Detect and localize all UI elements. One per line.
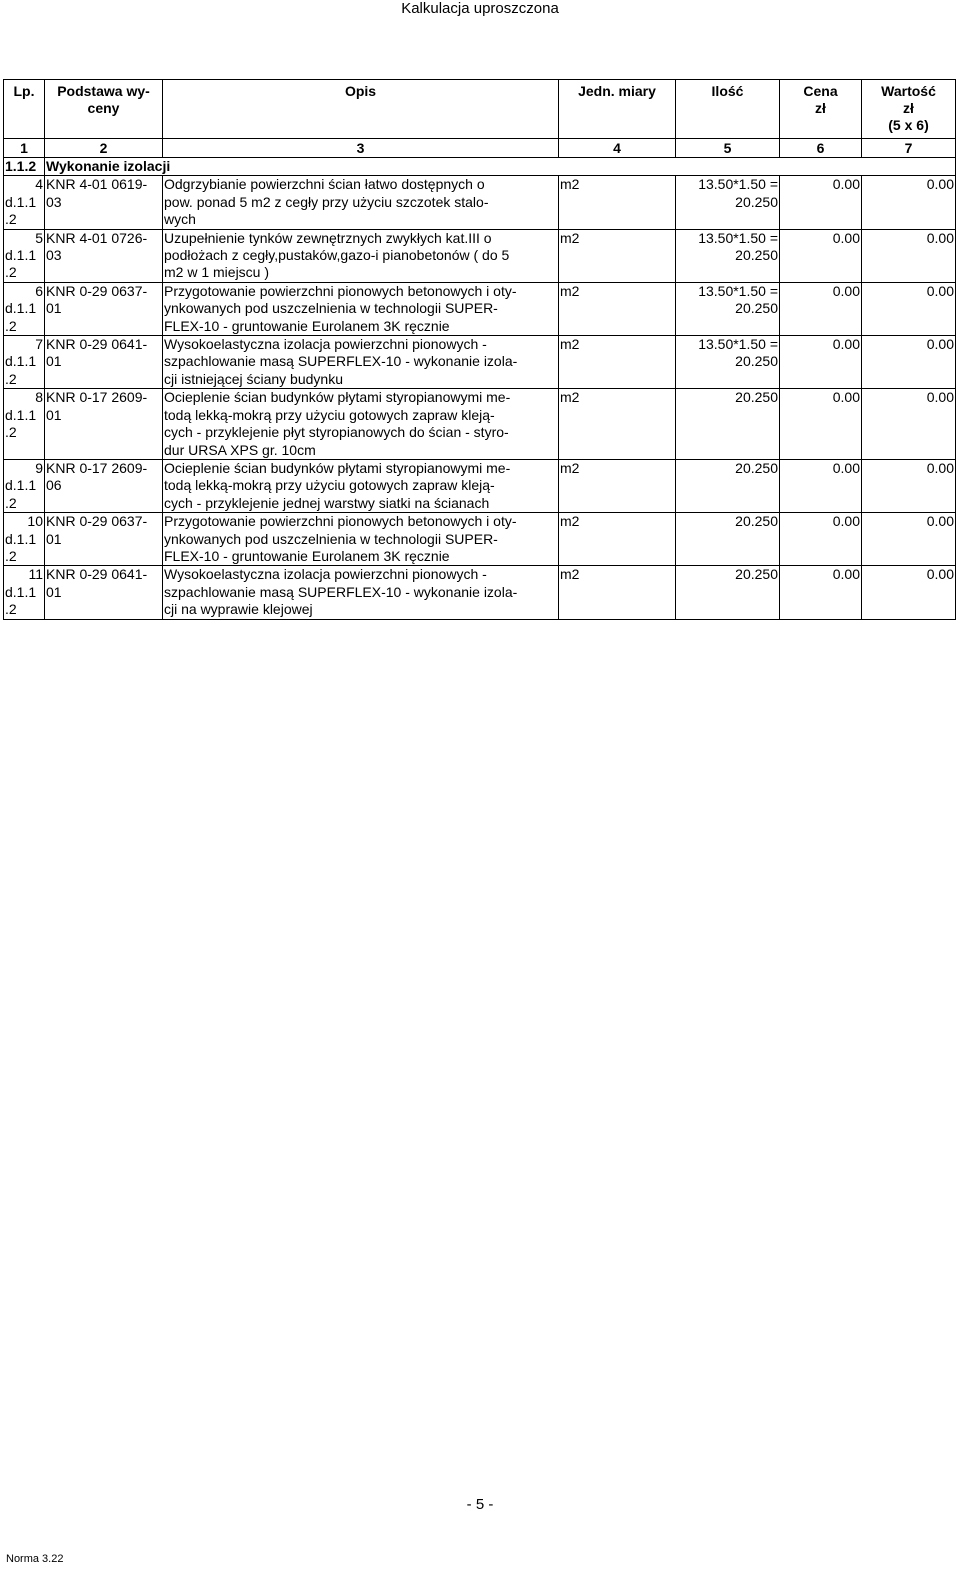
row-lp-cell (4, 513, 45, 566)
row-lp: 6 (35, 282, 43, 299)
row-lp: 9 (35, 459, 43, 476)
row-description: Przygotowanie powierzchni pionowych betonowych i oty- ynkowanych pod uszczelnienia w technologii SUPER- FLEX-10 - gruntowanie Eurolanem 3K ręcznie (163, 282, 559, 335)
row-description: Przygotowanie powierzchni pionowych betonowych i oty- ynkowanych pod uszczelnienia w technologii SUPER- FLEX-10 - gruntowanie Eurolanem 3K ręcznie (163, 513, 559, 566)
row-lp-cell (4, 566, 45, 619)
row-description: Uzupełnienie tynków zewnętrznych zwykłych kat.III o podłożach z cegły,pustaków,gazo-i pianobetonów ( do 5 m2 w 1 miejscu ) (163, 229, 559, 282)
row-quantity: 13.50*1.50 = 20.250 (676, 336, 780, 389)
header-lp: Lp. (4, 80, 45, 139)
row-quantity: 20.250 (676, 459, 780, 512)
page-header (0, 0, 960, 18)
row-value: 0.00 (862, 176, 956, 229)
column-number: 5 (676, 139, 780, 158)
row-quantity: 13.50*1.50 = 20.250 (676, 229, 780, 282)
document-title: Kalkulacja uproszczona (401, 0, 559, 17)
header-value: Wartość zł (5 x 6) (862, 80, 956, 139)
row-value: 0.00 (862, 282, 956, 335)
column-number: 3 (163, 139, 559, 158)
row-unit: m2 (559, 176, 676, 229)
row-price: 0.00 (780, 389, 862, 460)
row-price: 0.00 (780, 566, 862, 619)
row-unit: m2 (559, 229, 676, 282)
header-quantity: Ilość (676, 80, 780, 139)
column-number: 6 (780, 139, 862, 158)
row-lp-cell (4, 389, 45, 460)
row-description: Ocieplenie ścian budynków płytami styropianowymi me- todą lekką-mokrą przy użyciu gotowych zapraw kleją- cych - przyklejenie płyt styropianowych do ścian - styro- dur URSA XPS gr. 10cm (163, 389, 559, 460)
row-base: KNR 0-17 2609- 06 (45, 459, 163, 512)
row-lp-suffix: d.1.1 .2 (5, 300, 37, 334)
section-number: 1.1.2 (4, 158, 45, 176)
row-lp: 8 (35, 389, 43, 406)
row-quantity: 20.250 (676, 566, 780, 619)
row-base: KNR 0-17 2609- 01 (45, 389, 163, 460)
row-quantity: 20.250 (676, 513, 780, 566)
row-price: 0.00 (780, 176, 862, 229)
row-quantity: 20.250 (676, 389, 780, 460)
row-value: 0.00 (862, 336, 956, 389)
row-unit: m2 (559, 459, 676, 512)
row-lp: 11 (28, 566, 43, 583)
row-description: Ocieplenie ścian budynków płytami styropianowymi me- todą lekką-mokrą przy użyciu gotowych zapraw kleją- cych - przyklejenie jednej warstwy siatki na ścianach (163, 459, 559, 512)
table-row (4, 229, 956, 282)
row-lp-cell (4, 229, 45, 282)
row-unit: m2 (559, 282, 676, 335)
row-lp-suffix: d.1.1 .2 (5, 247, 37, 281)
row-unit: m2 (559, 513, 676, 566)
row-lp: 10 (27, 513, 43, 530)
row-price: 0.00 (780, 513, 862, 566)
row-lp-suffix: d.1.1 .2 (5, 583, 37, 618)
row-value: 0.00 (862, 513, 956, 566)
row-price: 0.00 (780, 459, 862, 512)
row-lp: 4 (35, 176, 43, 193)
column-number: 7 (862, 139, 956, 158)
row-lp: 7 (35, 336, 43, 353)
row-quantity: 13.50*1.50 = 20.250 (676, 176, 780, 229)
row-lp-suffix: d.1.1 .2 (5, 530, 37, 564)
table-row (4, 176, 956, 229)
row-lp-suffix: d.1.1 .2 (5, 193, 37, 228)
table-row (4, 282, 956, 335)
row-unit: m2 (559, 336, 676, 389)
column-number: 4 (559, 139, 676, 158)
table-row (4, 336, 956, 389)
row-unit: m2 (559, 389, 676, 460)
row-lp-cell (4, 336, 45, 389)
header-description: Opis (163, 80, 559, 139)
cost-estimate-table (3, 79, 956, 620)
row-lp-suffix: d.1.1 .2 (5, 477, 37, 511)
row-unit: m2 (559, 566, 676, 619)
row-price: 0.00 (780, 282, 862, 335)
row-value: 0.00 (862, 566, 956, 619)
row-value: 0.00 (862, 389, 956, 460)
table-header-row (4, 80, 956, 139)
row-base: KNR 4-01 0619- 03 (45, 176, 163, 229)
table-row (4, 459, 956, 512)
row-price: 0.00 (780, 336, 862, 389)
row-description: Wysokoelastyczna izolacja powierzchni pionowych - szpachlowanie masą SUPERFLEX-10 - wykonanie izola- cji istniejącej ściany budynku (163, 336, 559, 389)
row-lp: 5 (35, 229, 43, 246)
column-number: 1 (4, 139, 45, 158)
row-base: KNR 4-01 0726- 03 (45, 229, 163, 282)
row-base: KNR 0-29 0641- 01 (45, 336, 163, 389)
row-base: KNR 0-29 0637- 01 (45, 513, 163, 566)
table-column-numbers-row (4, 139, 956, 158)
header-base: Podstawa wy- ceny (45, 80, 163, 139)
row-lp-suffix: d.1.1 .2 (5, 406, 37, 441)
table-row (4, 389, 956, 460)
footer-note: Norma 3.22 (6, 1553, 64, 1565)
row-lp-cell (4, 459, 45, 512)
row-base: KNR 0-29 0637- 01 (45, 282, 163, 335)
row-description: Odgrzybianie powierzchni ścian łatwo dostępnych o pow. ponad 5 m2 z cegły przy użyciu szczotek stalo- wych (163, 176, 559, 229)
section-row (4, 158, 956, 176)
row-lp-cell (4, 282, 45, 335)
row-description: Wysokoelastyczna izolacja powierzchni pionowych - szpachlowanie masą SUPERFLEX-10 - wykonanie izola- cji na wyprawie klejowej (163, 566, 559, 619)
row-price: 0.00 (780, 229, 862, 282)
table-row (4, 513, 956, 566)
row-lp-cell (4, 176, 45, 229)
table-row (4, 566, 956, 619)
row-quantity: 13.50*1.50 = 20.250 (676, 282, 780, 335)
column-number: 2 (45, 139, 163, 158)
header-unit: Jedn. miary (559, 80, 676, 139)
row-value: 0.00 (862, 459, 956, 512)
row-lp-suffix: d.1.1 .2 (5, 353, 37, 387)
row-base: KNR 0-29 0641- 01 (45, 566, 163, 619)
row-value: 0.00 (862, 229, 956, 282)
page-number: - 5 - (466, 1496, 494, 1513)
header-price: Cena zł (780, 80, 862, 139)
section-title: Wykonanie izolacji (45, 158, 956, 176)
